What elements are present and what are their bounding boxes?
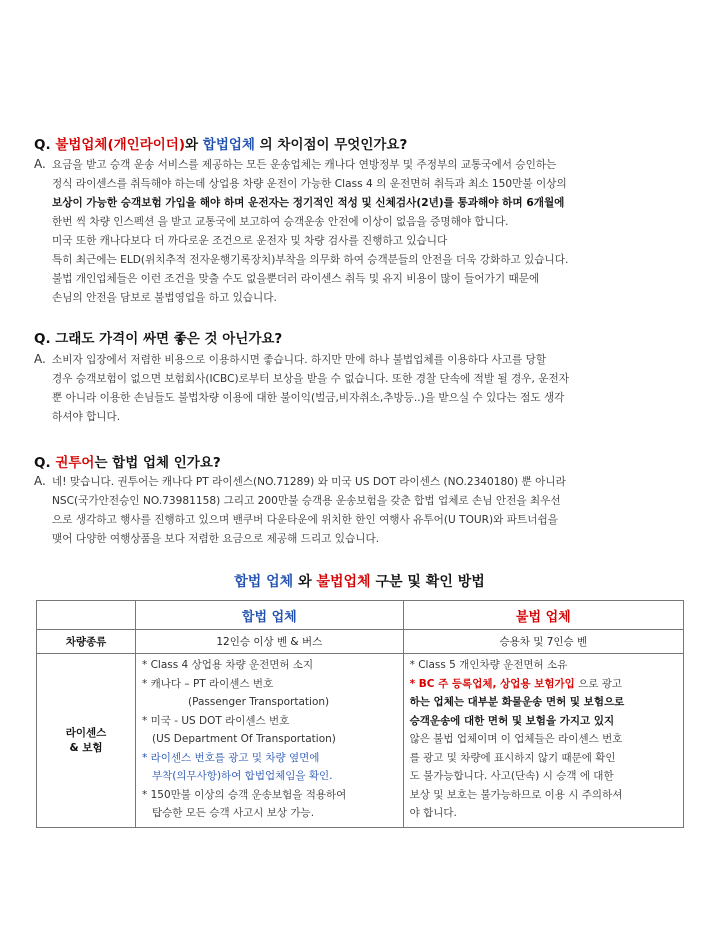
title-rest: 구분 및 확인 방법: [375, 574, 485, 590]
row-label: [37, 654, 136, 828]
list-text: 으로 광고: [578, 677, 623, 690]
answer-line: A. 소비자 입장에서 저렴한 비용으로 이용하시면 좋습니다. 하지만 만에 하나 불법업체를 이용하다 사고를 당할: [34, 352, 547, 366]
list-item: 탑승한 모든 승객 사고시 보상 가능.: [152, 807, 315, 819]
list-item: 야 합니다.: [409, 807, 457, 819]
title-legal: 합법 업체: [234, 574, 294, 590]
list-item: * Class 5 개인차량 운전면허 소유: [409, 659, 568, 671]
question-rest: 의 차이점이 무엇인가요?: [259, 137, 408, 153]
list-item: * 캐나다 – PT 라이센스 번호: [142, 677, 274, 690]
answer-1: [34, 155, 684, 308]
legal-vehicle: 12인승 이상 벤 & 버스: [136, 630, 404, 654]
answer-line: 뿐 아니라 이용한 손님들도 불법차량 이용에 대한 불이익(벌금,비자취소,추방등..)을 받으실 수 있다는 점도 생각: [52, 392, 565, 404]
list-item: 승객운송에 대한 면허 및 보험을 가지고 있지: [409, 714, 615, 727]
answer-line: 으로 생각하고 행사를 진행하고 있으며 밴쿠버 다운타운에 위치한 한인 여행사 유투어(U TOUR)와 파트너쉽을: [52, 514, 558, 526]
legal-header: 합법 업체: [136, 601, 404, 630]
answer-line: 미국 또한 캐나다보다 더 까다로운 조건으로 운전자 및 차량 검사를 진행하고 있습니다: [52, 235, 448, 247]
q-prefix: Q.: [34, 137, 51, 153]
question-3-title: [34, 451, 221, 471]
list-item: * 미국 - US DOT 라이센스 번호: [142, 714, 290, 727]
list-item: 부착(의무사항)하여 합법업체임을 확인.: [152, 770, 333, 782]
list-item: (US Department Of Transportation): [152, 733, 336, 745]
answer-line: 한번 씩 차량 인스펙션 을 받고 교통국에 보고하여 승객운송 안전에 이상이 없음을 증명해야 합니다.: [52, 216, 509, 228]
row-label: 차량종류: [37, 630, 136, 654]
question-1-title: [34, 133, 407, 153]
answer-3: [34, 472, 684, 549]
table-row: [37, 630, 684, 654]
answer-line: 경우 승객보험이 없으면 보험회사(ICBC)로부터 보상을 받을 수 없습니다. 또한 경찰 단속에 적발 될 경우, 운전자: [52, 373, 569, 385]
illegal-vehicle: 승용차 및 7인승 벤: [403, 630, 683, 654]
brand-name: 권투어: [55, 455, 95, 471]
highlight-text: * BC 주 등록업체, 상업용 보험가입: [409, 677, 575, 690]
list-item: 를 광고 및 차량에 표시하지 않기 때문에 확인: [409, 751, 616, 764]
connector: 와: [185, 137, 199, 153]
answer-line: NSC(국가안전승인 NO.73981158) 그리고 200만불 승객용 운송보험을 갖춘 합법 업체로 손님 안전을 최우선: [52, 495, 561, 507]
list-item: (Passenger Transportation): [188, 696, 330, 708]
row-label-line: & 보험: [69, 742, 103, 755]
comparison-table: [36, 600, 684, 828]
answer-line: A. 요금을 받고 승객 운송 서비스를 제공하는 모든 운송업체는 캐나다 연방정부 및 주정부의 교통국에서 승인하는: [34, 157, 557, 171]
legal-term: 합법업체: [202, 137, 255, 153]
answer-line: 맺어 다양한 여행상품을 보다 저렴한 요금으로 제공해 드리고 있습니다.: [52, 533, 380, 545]
comparison-title: [0, 571, 719, 591]
answer-2: [34, 350, 684, 427]
title-connector: 와: [298, 574, 312, 590]
list-item: [410, 675, 677, 694]
list-item: * Class 4 상업용 차량 운전면허 소지: [142, 659, 314, 671]
q-prefix: Q.: [34, 455, 51, 471]
legal-licence-list: [136, 654, 404, 828]
list-item: * 150만불 이상의 승객 운송보험을 적용하여: [142, 788, 347, 801]
answer-line: 보상이 가능한 승객보험 가입을 해야 하며 운전자는 정기적인 적성 및 신체검사(2년)를 통과해야 하며 6개월에: [52, 197, 565, 209]
list-item: 않은 불법 업체이며 이 업체들은 라이센스 번호: [409, 733, 623, 745]
question-rest: 는 합법 업체 인가요?: [94, 455, 221, 471]
list-item: * 라이센스 번호를 광고 및 차량 옆면에: [142, 751, 320, 764]
answer-line: A. 네! 맞습니다. 권투어는 캐나다 PT 라이센스(NO.71289) 와 미국 US DOT 라이센스 (NO.2340180) 뿐 아니라: [34, 474, 566, 488]
list-item: 하는 업체는 대부분 화물운송 면허 및 보험으로: [409, 696, 625, 708]
question-2-title: Q. 그래도 가격이 싸면 좋은 것 아닌가요?: [34, 331, 283, 347]
list-item: 보상 및 보호는 불가능하므로 이용 시 주의하셔: [409, 788, 623, 801]
answer-line: 불법 개인업체들은 이런 조건을 맞출 수도 없을뿐더러 라이센스 취득 및 유지 비용이 많이 들어가기 때문에: [52, 273, 540, 285]
answer-line: 하셔야 합니다.: [52, 411, 121, 423]
empty-header: [37, 601, 136, 630]
table-header-row: [37, 601, 684, 630]
answer-line: 손님의 안전을 담보로 불법영업을 하고 있습니다.: [52, 292, 277, 304]
title-illegal: 불법업체: [316, 574, 371, 590]
illegal-term: 불법업체(개인라이더): [55, 137, 186, 153]
illegal-header: 불법 업체: [403, 601, 683, 630]
row-label-line: 라이센스: [65, 727, 107, 740]
answer-line: 정식 라이센스를 취득해야 하는데 상업용 차량 운전이 가능한 Class 4 의 운전면허 취득과 최소 150만불 이상의: [52, 178, 567, 190]
list-item: 도 불가능합니다. 사고(단속) 시 승객 에 대한: [409, 770, 614, 782]
table-row: [37, 654, 684, 828]
answer-line: 특히 최근에는 ELD(위치추적 전자운행기록장치)부착을 의무화 하여 승객분들의 안전을 더욱 강화하고 있습니다.: [52, 254, 569, 266]
illegal-licence-list: [403, 654, 683, 828]
